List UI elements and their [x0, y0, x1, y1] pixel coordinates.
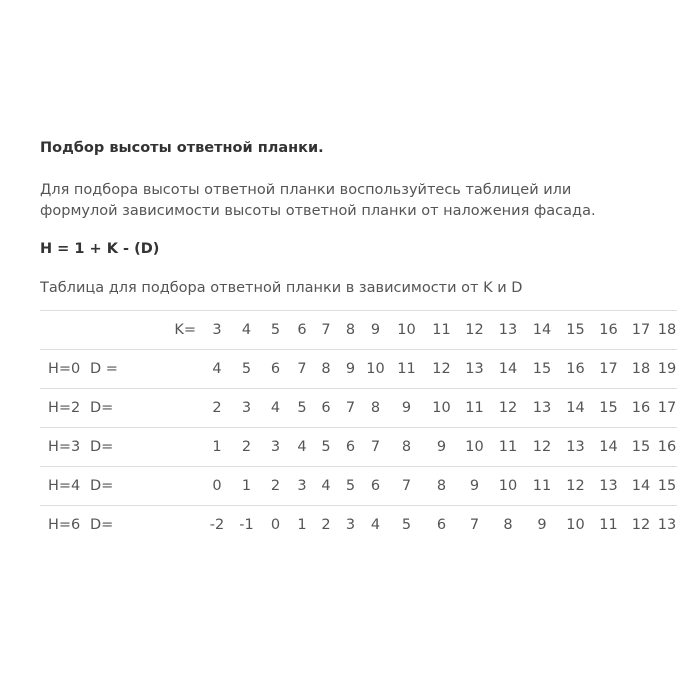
- value-cell: 16: [657, 428, 677, 467]
- value-cell: 14: [592, 428, 625, 467]
- value-cell: 10: [388, 311, 425, 350]
- value-cell: 15: [592, 389, 625, 428]
- d-label-cell: D=: [88, 428, 134, 467]
- value-cell: 9: [458, 467, 491, 506]
- k-label-cell: [134, 506, 202, 545]
- value-cell: 12: [425, 350, 458, 389]
- section-heading: Подбор высоты ответной планки.: [40, 140, 324, 156]
- value-cell: 19: [657, 350, 677, 389]
- value-cell: 7: [458, 506, 491, 545]
- k-label-cell: [134, 389, 202, 428]
- intro-paragraph: Для подбора высоты ответной планки воспользуйтесь таблицей или формулой зависимости высоты ответной планки от наложения фасада.: [40, 182, 596, 219]
- formula: H = 1 + K - (D): [40, 241, 160, 257]
- d-label-cell: D=: [88, 506, 134, 545]
- table-row: [40, 467, 677, 506]
- value-cell: 4: [363, 506, 388, 545]
- value-cell: 1: [290, 506, 314, 545]
- value-cell: 12: [625, 506, 657, 545]
- value-cell: 3: [202, 311, 232, 350]
- value-cell: 13: [657, 506, 677, 545]
- value-cell: 17: [592, 350, 625, 389]
- value-cell: 5: [232, 350, 261, 389]
- value-cell: -2: [202, 506, 232, 545]
- value-cell: 6: [425, 506, 458, 545]
- value-cell: 15: [657, 467, 677, 506]
- value-cell: 13: [559, 428, 592, 467]
- h-label-cell: H=2: [40, 389, 88, 428]
- value-cell: -1: [232, 506, 261, 545]
- value-cell: 11: [458, 389, 491, 428]
- value-cell: 10: [458, 428, 491, 467]
- article-content: [40, 138, 677, 544]
- value-cell: 0: [261, 506, 290, 545]
- value-cell: 8: [363, 389, 388, 428]
- value-cell: 11: [388, 350, 425, 389]
- d-label-cell: D=: [88, 467, 134, 506]
- value-cell: 15: [625, 428, 657, 467]
- value-cell: 10: [559, 506, 592, 545]
- value-cell: 11: [525, 467, 559, 506]
- value-cell: 4: [261, 389, 290, 428]
- value-cell: 2: [314, 506, 338, 545]
- value-cell: 16: [559, 350, 592, 389]
- value-cell: 9: [388, 389, 425, 428]
- k-label-cell: [134, 350, 202, 389]
- value-cell: 6: [363, 467, 388, 506]
- value-cell: 2: [202, 389, 232, 428]
- value-cell: 4: [290, 428, 314, 467]
- value-cell: 11: [592, 506, 625, 545]
- value-cell: 16: [625, 389, 657, 428]
- h-label-cell: H=4: [40, 467, 88, 506]
- table-row: [40, 389, 677, 428]
- value-cell: 2: [232, 428, 261, 467]
- value-cell: 7: [338, 389, 363, 428]
- value-cell: 14: [625, 467, 657, 506]
- value-cell: 8: [425, 467, 458, 506]
- value-cell: 8: [388, 428, 425, 467]
- value-cell: 8: [314, 350, 338, 389]
- value-cell: 3: [261, 428, 290, 467]
- table-row: [40, 428, 677, 467]
- value-cell: 6: [314, 389, 338, 428]
- table-body: [40, 311, 677, 545]
- value-cell: 5: [290, 389, 314, 428]
- value-cell: 13: [525, 389, 559, 428]
- value-cell: 10: [491, 467, 525, 506]
- value-cell: 13: [458, 350, 491, 389]
- h-label-cell: H=0: [40, 350, 88, 389]
- value-cell: 10: [425, 389, 458, 428]
- value-cell: 5: [338, 467, 363, 506]
- value-cell: 4: [202, 350, 232, 389]
- value-cell: 14: [491, 350, 525, 389]
- value-cell: 6: [338, 428, 363, 467]
- selection-table: [40, 310, 677, 544]
- value-cell: 15: [559, 311, 592, 350]
- value-cell: 13: [491, 311, 525, 350]
- value-cell: 12: [525, 428, 559, 467]
- value-cell: 7: [314, 311, 338, 350]
- value-cell: 2: [261, 467, 290, 506]
- value-cell: 3: [338, 506, 363, 545]
- h-label-cell: [40, 311, 88, 350]
- table-row: [40, 350, 677, 389]
- d-label-cell: [88, 311, 134, 350]
- value-cell: 8: [491, 506, 525, 545]
- value-cell: 15: [525, 350, 559, 389]
- value-cell: 11: [425, 311, 458, 350]
- value-cell: 12: [458, 311, 491, 350]
- value-cell: 9: [338, 350, 363, 389]
- value-cell: 17: [625, 311, 657, 350]
- value-cell: 5: [261, 311, 290, 350]
- value-cell: 18: [625, 350, 657, 389]
- table-row: [40, 506, 677, 545]
- table-caption: Таблица для подбора ответной планки в зависимости от K и D: [40, 280, 523, 296]
- value-cell: 8: [338, 311, 363, 350]
- table-header-row: [40, 311, 677, 350]
- value-cell: 1: [232, 467, 261, 506]
- value-cell: 5: [388, 506, 425, 545]
- k-label-cell: K=: [134, 311, 202, 350]
- value-cell: 17: [657, 389, 677, 428]
- value-cell: 6: [261, 350, 290, 389]
- d-label-cell: D=: [88, 389, 134, 428]
- value-cell: 14: [559, 389, 592, 428]
- k-label-cell: [134, 467, 202, 506]
- value-cell: 0: [202, 467, 232, 506]
- value-cell: 9: [425, 428, 458, 467]
- value-cell: 9: [525, 506, 559, 545]
- value-cell: 3: [290, 467, 314, 506]
- value-cell: 6: [290, 311, 314, 350]
- value-cell: 10: [363, 350, 388, 389]
- value-cell: 16: [592, 311, 625, 350]
- value-cell: 18: [657, 311, 677, 350]
- value-cell: 4: [314, 467, 338, 506]
- value-cell: 11: [491, 428, 525, 467]
- value-cell: 7: [388, 467, 425, 506]
- value-cell: 5: [314, 428, 338, 467]
- value-cell: 7: [290, 350, 314, 389]
- value-cell: 13: [592, 467, 625, 506]
- value-cell: 7: [363, 428, 388, 467]
- value-cell: 9: [363, 311, 388, 350]
- d-label-cell: D =: [88, 350, 134, 389]
- k-label-cell: [134, 428, 202, 467]
- value-cell: 12: [559, 467, 592, 506]
- h-label-cell: H=3: [40, 428, 88, 467]
- value-cell: 14: [525, 311, 559, 350]
- value-cell: 3: [232, 389, 261, 428]
- value-cell: 1: [202, 428, 232, 467]
- value-cell: 12: [491, 389, 525, 428]
- value-cell: 4: [232, 311, 261, 350]
- h-label-cell: H=6: [40, 506, 88, 545]
